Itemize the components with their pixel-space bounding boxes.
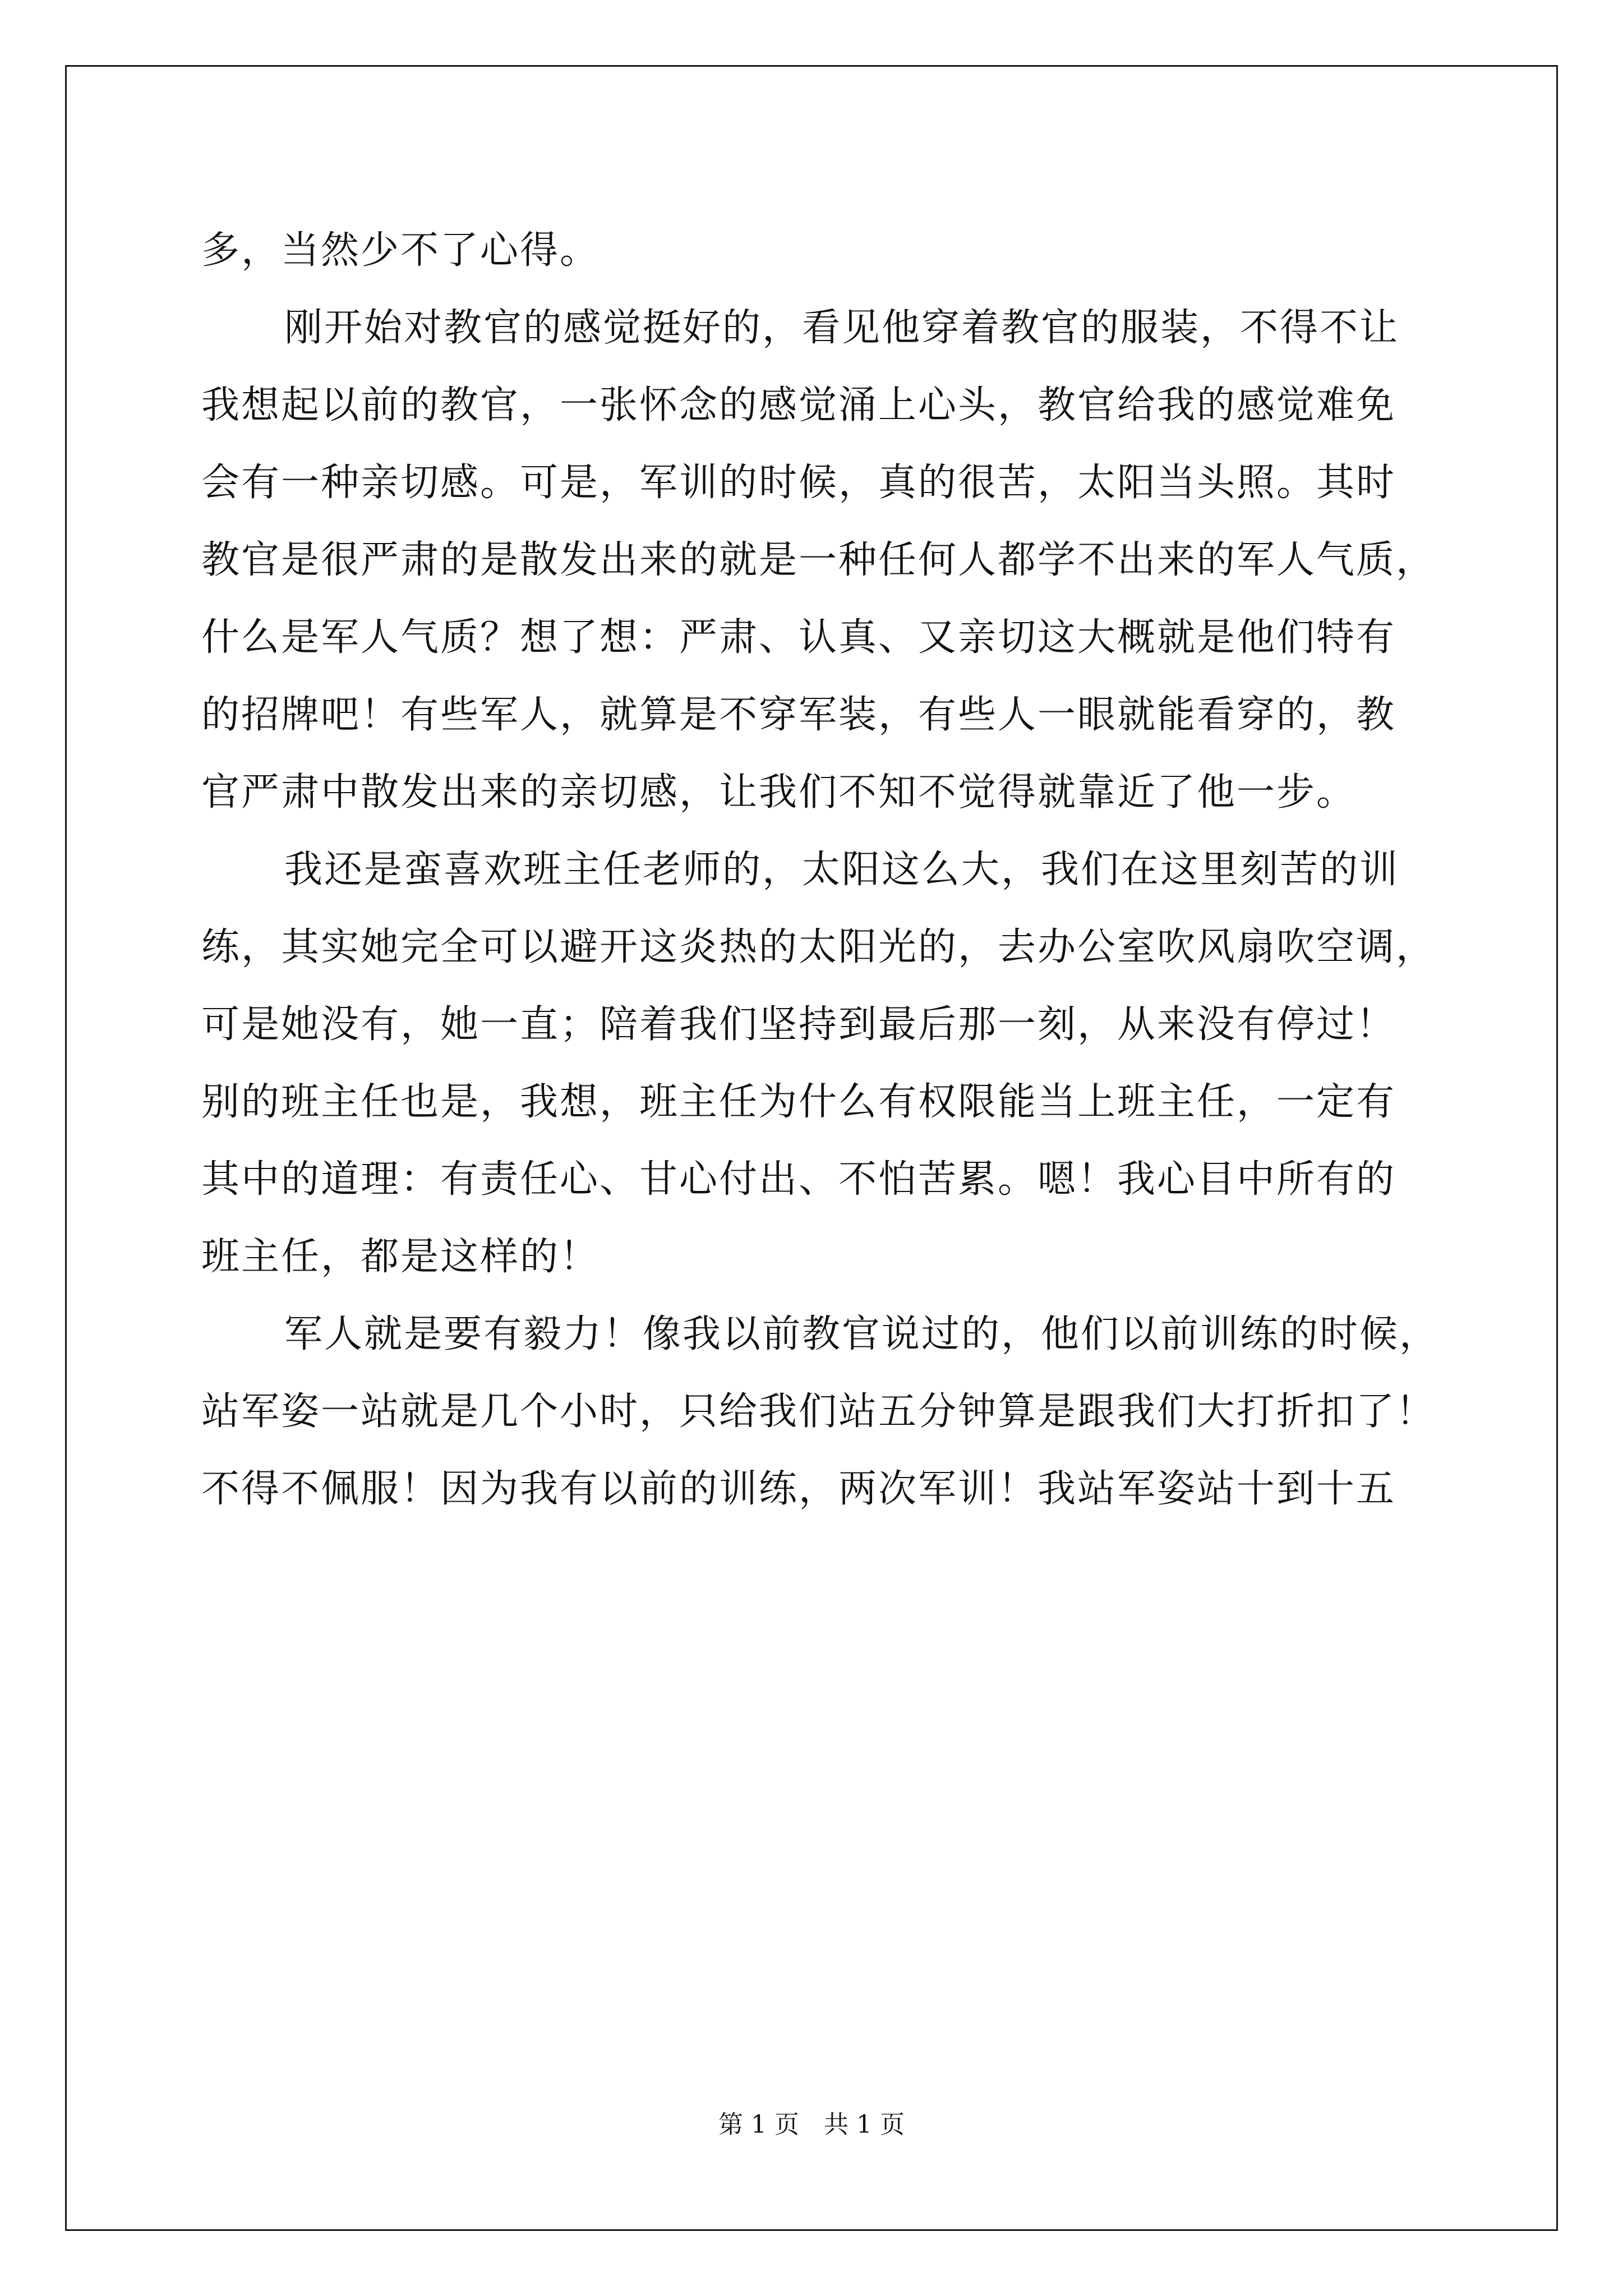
- text-line: 我还是蛮喜欢班主任老师的，太阳这么大，我们在这里刻苦的训: [284, 848, 1400, 892]
- text-line: 可是她没有，她一直；陪着我们坚持到最后那一刻，从来没有停过！: [201, 1002, 1396, 1047]
- text-line: 别的班主任也是，我想，班主任为什么有权限能当上班主任，一定有: [201, 1080, 1396, 1124]
- text-line: 刚开始对教官的感觉挺好的，看见他穿着教官的服装，不得不让: [284, 306, 1400, 350]
- text-line: 多，当然少不了心得。: [201, 228, 600, 273]
- text-line: 不得不佩服！因为我有以前的训练，两次军训！我站军姿站十到十五: [201, 1467, 1396, 1511]
- text-line: 练，其实她完全可以避开这炎热的太阳光的，去办公室吹风扇吹空调，: [201, 925, 1436, 969]
- text-line: 什么是军人气质？想了想：严肃、认真、又亲切这大概就是他们特有: [201, 615, 1396, 660]
- text-line: 我想起以前的教官，一张怀念的感觉涌上心头，教官给我的感觉难免: [201, 383, 1396, 427]
- text-line: 军人就是要有毅力！像我以前教官说过的，他们以前训练的时候，: [284, 1312, 1440, 1356]
- document-body: [201, 212, 1440, 1528]
- text-line: 的招牌吧！有些军人，就算是不穿军装，有些人一眼就能看穿的，教: [201, 693, 1396, 737]
- page-number-footer: 第 1 页 共 1 页: [718, 2110, 905, 2139]
- text-line: 教官是很严肃的是散发出来的就是一种任何人都学不出来的军人气质，: [201, 538, 1436, 582]
- text-line: 站军姿一站就是几个小时，只给我们站五分钟算是跟我们大打折扣了！: [201, 1389, 1436, 1434]
- text-line: 班主任，都是这样的！: [201, 1235, 600, 1279]
- text-line: 会有一种亲切感。可是，军训的时候，真的很苦，太阳当头照。其时: [201, 461, 1396, 505]
- text-line: 其中的道理：有责任心、甘心付出、不怕苦累。嗯！我心目中所有的: [201, 1157, 1396, 1202]
- text-line: 官严肃中散发出来的亲切感，让我们不知不觉得就靠近了他一步。: [201, 770, 1357, 815]
